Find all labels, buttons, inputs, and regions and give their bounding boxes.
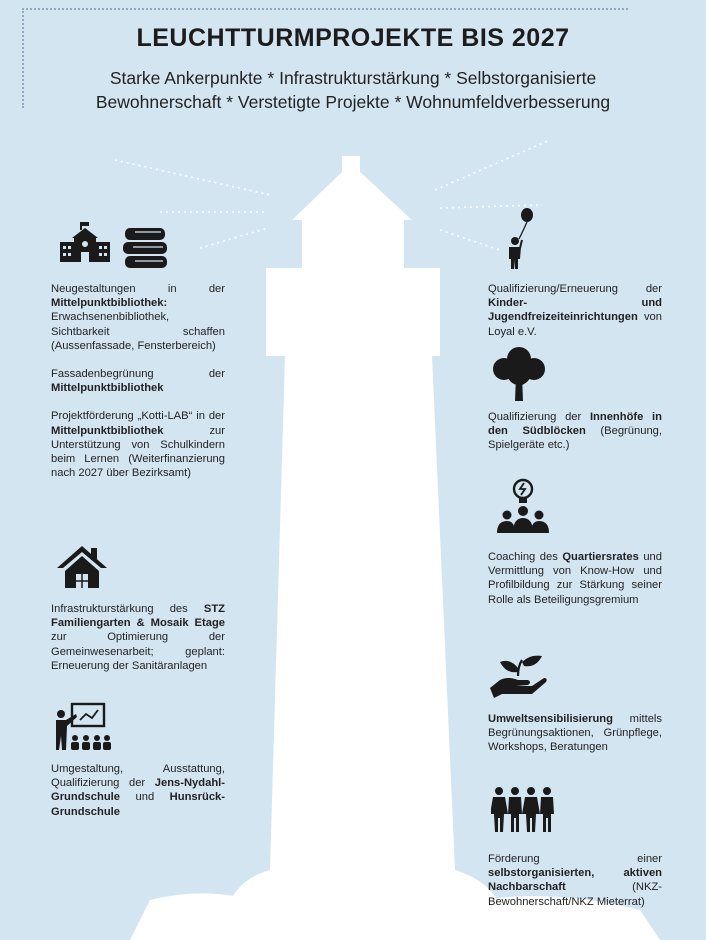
neighbours-paragraph: Förderung einer selbstorganisierten, aktiven Nachbarschaft (NKZ-Bewohnerschaft/NKZ Mieterrat) bbox=[488, 853, 662, 908]
youth-section bbox=[488, 282, 662, 339]
library-paragraph-2: Fassadenbegrünung der Mittelpunktbibliothek bbox=[51, 368, 225, 395]
council-paragraph: Coaching des Quartiersrates und Vermittlung von Know-How und Profilbildung zur Stärkung seiner Rolle als Beteiligungsgremium bbox=[488, 551, 662, 606]
balloon-child-icon bbox=[505, 207, 537, 271]
stz-section bbox=[51, 602, 225, 673]
page-subtitle bbox=[40, 66, 666, 114]
school-section bbox=[51, 762, 225, 819]
youth-paragraph: Qualifizierung/Erneuerung der Kinder- und Jugendfreizeiteinrichtungen von Loyal e.V. bbox=[488, 283, 662, 338]
house-icon bbox=[55, 544, 109, 590]
hand-plant-icon bbox=[488, 652, 550, 698]
library-section bbox=[51, 282, 225, 480]
school-paragraph: Umgestaltung, Ausstattung, Qualifizierung der Jens-Nydahl-Grundschule und Hunsrück-Grundschule bbox=[51, 763, 225, 818]
people-group-icon bbox=[491, 786, 557, 834]
courtyards-paragraph: Qualifizierung der Innenhöfe in den Südblöcken (Begrünung, Spielgeräte etc.) bbox=[488, 411, 663, 452]
council-section bbox=[488, 550, 662, 607]
books-icon bbox=[121, 226, 171, 270]
courtyards-section bbox=[488, 410, 662, 453]
subtitle-line-1: Starke Ankerpunkte * Infrastrukturstärkung * Selbstorganisierte bbox=[109, 68, 597, 88]
stz-paragraph: Infrastrukturstärkung des STZ Familiengarten & Mosaik Etage zur Optimierung der Gemeinwesenarbeit; geplant: Erneuerung der Sanitäranlagen bbox=[51, 603, 225, 672]
school-icon bbox=[58, 220, 112, 264]
environment-paragraph: Umweltsensibilisierung mittels Begrünungsaktionen, Grünpflege, Workshops, Beratungen bbox=[488, 713, 662, 754]
subtitle-line-2: Bewohnerschaft * Verstetigte Projekte * Wohnumfeldverbesserung bbox=[95, 92, 611, 112]
page-title: LEUCHTTURMPROJEKTE BIS 2027 bbox=[136, 24, 570, 52]
tree-icon bbox=[490, 345, 548, 403]
teacher-icon bbox=[54, 702, 112, 752]
library-paragraph-1: Neugestaltungen in der Mittelpunktbibliothek: Erwachsenenbibliothek, Sichtbarkeit schaffen (Aussenfassade, Fensterbereich) bbox=[51, 283, 225, 352]
neighbours-section bbox=[488, 852, 662, 909]
environment-section bbox=[488, 712, 662, 755]
idea-group-icon bbox=[493, 477, 553, 535]
library-paragraph-3: Projektförderung „Kotti-LAB“ in der Mittelpunktbibliothek zur Unterstützung von Schulkindern beim Lernen (Weiterfinanzierung nach 2027 über Bezirksamt) bbox=[51, 410, 225, 480]
